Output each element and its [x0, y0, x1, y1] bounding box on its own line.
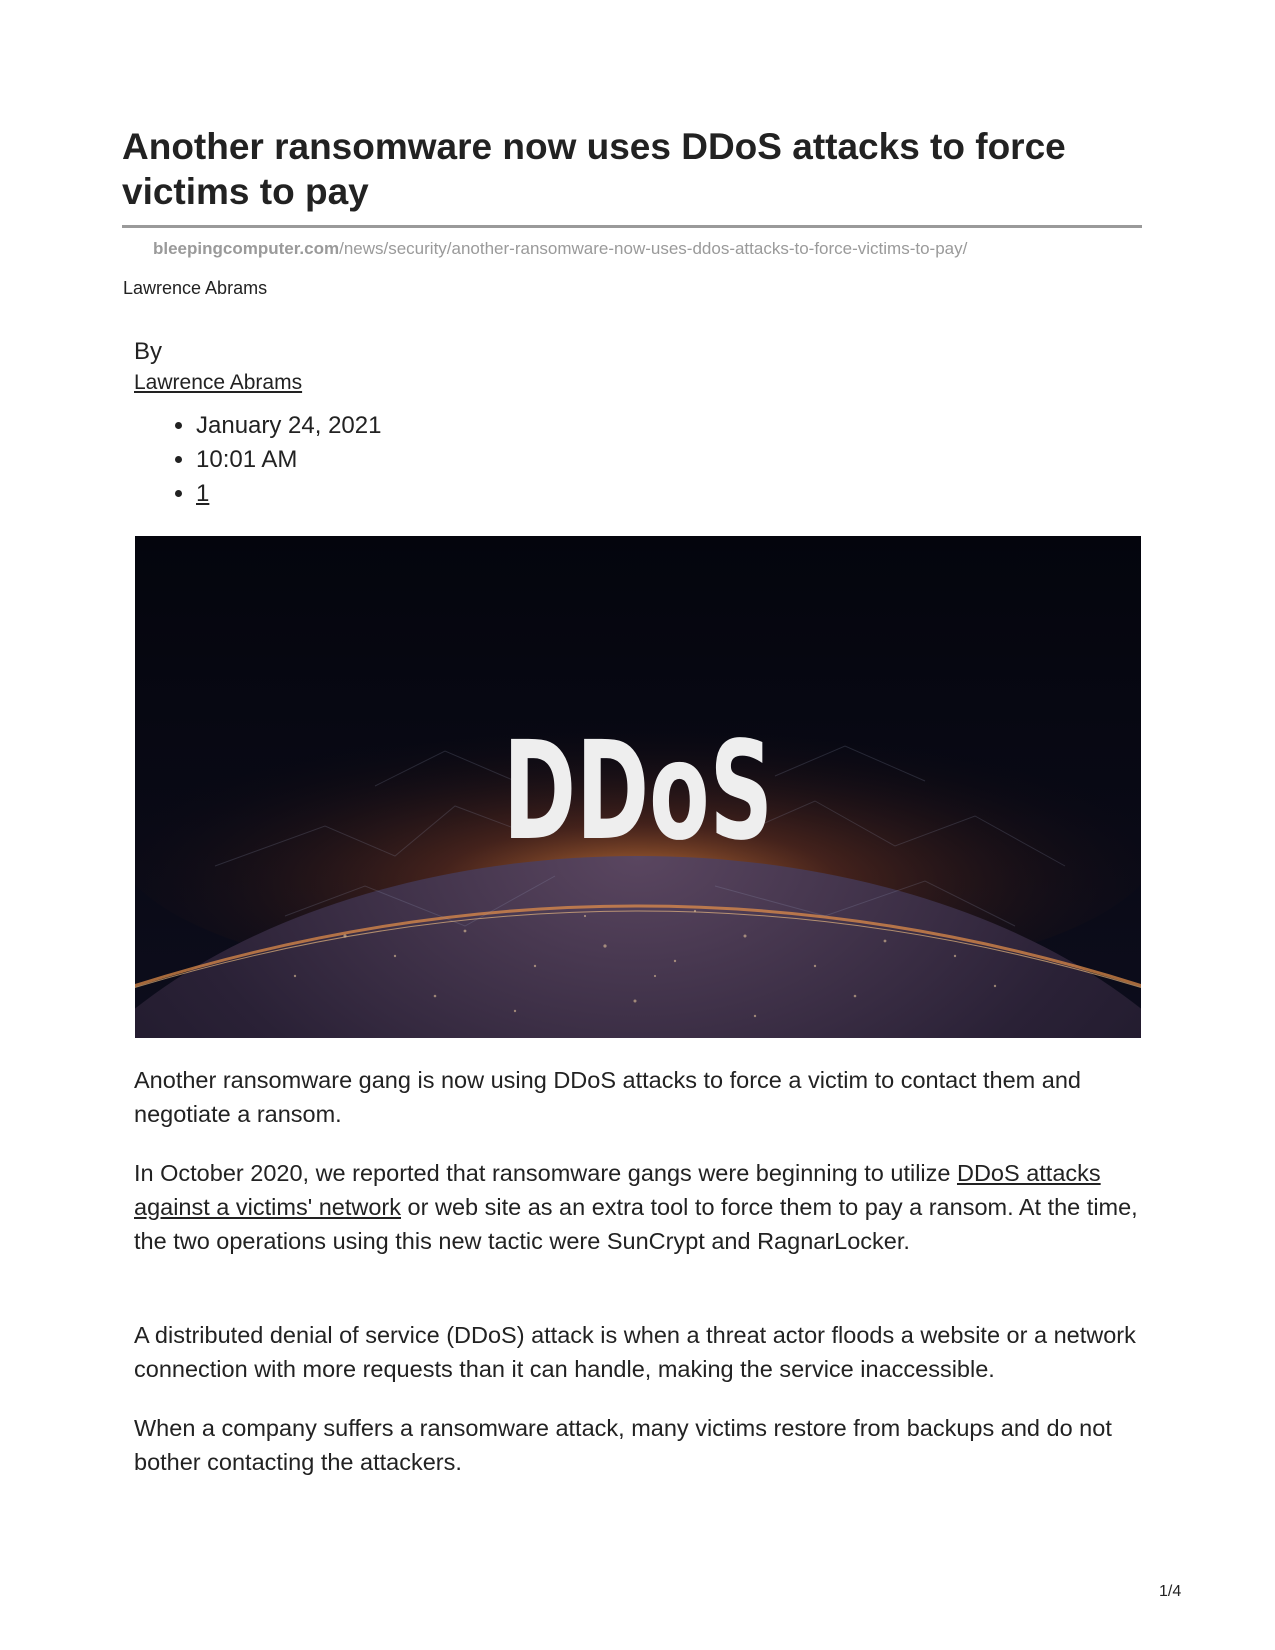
page-title: Another ransomware now uses DDoS attacks to force victims to pay — [122, 126, 1066, 212]
article-meta-list — [163, 409, 381, 511]
paragraph-3: A distributed denial of service (DDoS) attack is when a threat actor floods a website or a network connection with more requests than it can handle, making the service inaccessible. — [134, 1322, 1136, 1382]
source-url — [153, 239, 967, 259]
hero-image — [135, 536, 1141, 1038]
author-name: Lawrence Abrams — [123, 278, 268, 298]
page-number: 1/4 — [1159, 1583, 1182, 1600]
comment-count-link[interactable]: 1 — [196, 480, 210, 507]
source-domain: bleepingcomputer.com — [153, 239, 340, 258]
paragraph-4: When a company suffers a ransomware attack, many victims restore from backups and do not bother contacting the attackers. — [134, 1415, 1112, 1475]
paragraph-2-start: In October 2020, we reported that ransomware gangs were beginning to utilize — [134, 1160, 957, 1186]
ddos-attacks-link[interactable]: DDoS attacks against a victims' network — [134, 1160, 1101, 1220]
byline-label: By — [134, 338, 163, 365]
ddos-hero-graphic — [135, 536, 1141, 1038]
article-time: • 10:01 AM — [196, 443, 381, 477]
paragraph-2 — [134, 1156, 1144, 1258]
author-link[interactable]: Lawrence Abrams — [134, 371, 303, 394]
title-divider — [122, 225, 1142, 228]
paragraph-1: Another ransomware gang is now using DDoS attacks to force a victim to contact them and negotiate a ransom. — [134, 1067, 1081, 1127]
hero-ddos-text: DDoS — [503, 713, 773, 871]
source-path: /news/security/another-ransomware-now-uses-ddos-attacks-to-force-victims-to-pay/ — [339, 239, 968, 258]
comment-count-item — [196, 477, 381, 511]
article-date: • January 24, 2021 — [196, 409, 381, 443]
paragraph-2-end: or web site as an extra tool to force them to pay a ransom. At the time, the two operations using this new tactic were SunCrypt and RagnarLocker. — [134, 1194, 1138, 1254]
